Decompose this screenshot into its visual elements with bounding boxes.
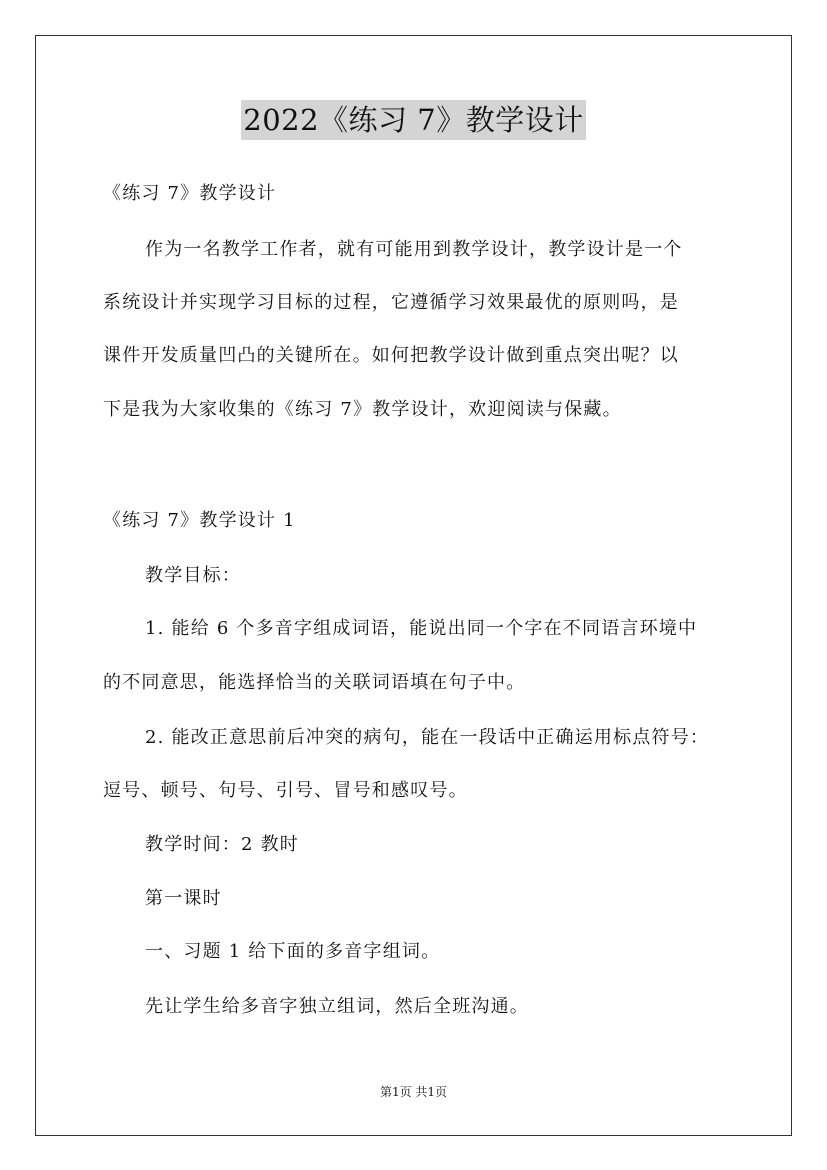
section-heading-intro: 《练习 7》教学设计	[103, 183, 277, 204]
paragraph-line: 1. 能给 6 个多音字组成词语，能说出同一个字在不同语言环境中	[145, 618, 698, 639]
section-heading-design-1: 《练习 7》教学设计 1	[103, 510, 296, 531]
paragraph-line: 的不同意思，能选择恰当的关联词语填在句子中。	[103, 672, 526, 693]
paragraph-line: 先让学生给多音字独立组词，然后全班沟通。	[145, 996, 529, 1017]
paragraph-line: 教学时间：2 教时	[145, 834, 299, 855]
document-title: 2022《练习 7》教学设计	[241, 100, 585, 140]
paragraph-line: 课件开发质量凹凸的关键所在。如何把教学设计做到重点突出呢？以	[103, 345, 679, 366]
document-title-wrapper	[0, 100, 827, 140]
paragraph-line: 第一课时	[145, 888, 222, 909]
paragraph-line: 2. 能改正意思前后冲突的病句，能在一段话中正确运用标点符号：	[145, 727, 710, 748]
paragraph-line: 下是我为大家收集的《练习 7》教学设计，欢迎阅读与保藏。	[103, 399, 622, 420]
paragraph-line: 逗号、顿号、句号、引号、冒号和感叹号。	[103, 780, 468, 801]
paragraph-line: 系统设计并实现学习目标的过程，它遵循学习效果最优的原则吗，是	[103, 292, 679, 313]
page-footer: 第1页 共1页	[379, 1085, 448, 1099]
paragraph-line: 教学目标：	[145, 565, 241, 586]
paragraph-line: 一、习题 1 给下面的多音字组词。	[145, 941, 441, 962]
paragraph-line: 作为一名教学工作者，就有可能用到教学设计，教学设计是一个	[145, 239, 683, 260]
